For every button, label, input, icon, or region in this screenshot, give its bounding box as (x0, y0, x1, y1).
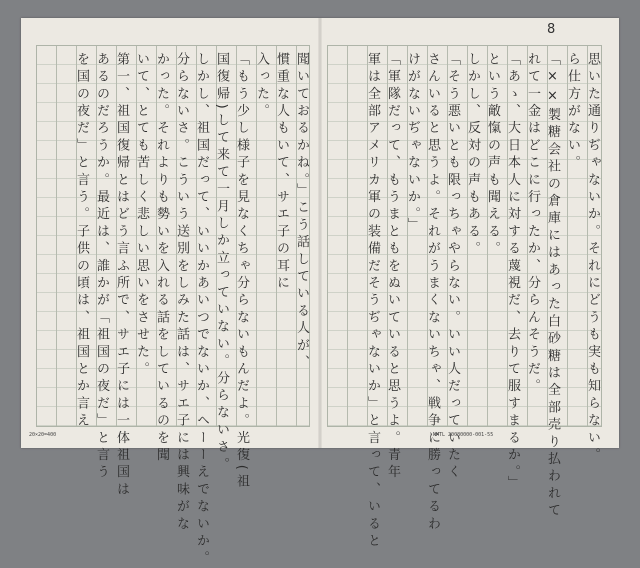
manuscript-column: を国の夜だ」と言う。子供の頃は、祖国とか言え (74, 52, 89, 431)
manuscript-column: 国復帰)して来て一月しか立っていない。分らないさ。 (214, 52, 229, 475)
manuscript-column: しかし、反対の声もある。 (465, 52, 480, 259)
page-fold (318, 18, 322, 448)
manuscript-column: ら仕方がない。 (565, 52, 580, 173)
manuscript-column: 第一、祖国復帰とはどう言ふ所で、サエ子には一体祖国は (114, 52, 129, 500)
manuscript-column: 慣重な人もいて、サエ子の耳に (274, 52, 289, 293)
page-number: 8 (547, 22, 556, 37)
manuscript-column: かった。それよりも勢いを入れる話をしているのを聞 (154, 52, 169, 465)
manuscript-sheet (21, 18, 619, 568)
manuscript-column: 「そう悪いとも限っちゃやらない。いい人だっていたく (445, 52, 460, 482)
manuscript-column: けがないぢゃないか。」 (405, 52, 420, 235)
manuscript-column: いて、とても苦しく悲しい思いをさせた。 (134, 52, 149, 379)
archive-id-label: NMTL 20080000-001-55 (433, 432, 494, 438)
manuscript-column: あるのだろうか。最近は、誰かが「祖国の夜だ」と言う (94, 52, 109, 482)
manuscript-column: 入った。 (254, 52, 269, 121)
manuscript-column: 軍は全部アメリカ軍の装備だそうぢゃないか」と言って、いると (365, 52, 380, 551)
manuscript-column: 「軍隊だって、もうまともをぬいていると思うよ。青年 (385, 52, 400, 482)
manuscript-column: という敵愾の声も聞える。 (485, 52, 500, 259)
manuscript-column: 「あゝ、大日本人に対する蔑視だ、去りて服すまるか。」 (505, 52, 520, 493)
manuscript-column: さんいると思うよ。それがうまくないちゃ、戦争に勝ってるわ (425, 52, 440, 534)
manuscript-column: 聞いておるかね。」こう話している人が、 (294, 52, 309, 373)
paper-format-label: 20×20=400 (29, 432, 57, 438)
manuscript-column: 「××製糖会社の倉庫にはあった白砂糖は全部売り払われて (545, 52, 560, 521)
manuscript-column: れて一金はどこに行ったか、分らんそうだ。 (525, 52, 540, 396)
manuscript-column: 「もう少し様子を見なくちゃ分らないもんだよ。光復(祖 (234, 52, 249, 492)
manuscript-column: しかし、祖国だって、いいかあいつでないか、ヘーーえでないか。 (194, 52, 209, 568)
manuscript-column: 思いた通りぢゃないか。それにどうも実も知らない。 (585, 52, 600, 465)
manuscript-column: 分らないさ。こういう送別をしみた話は、サエ子には興味がな (174, 52, 189, 534)
